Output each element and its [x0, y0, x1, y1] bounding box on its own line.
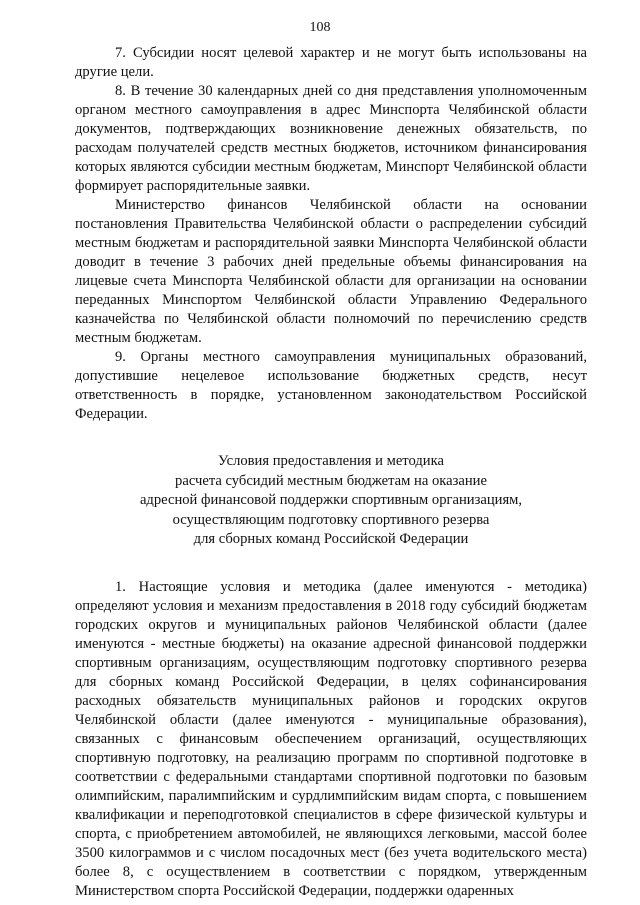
heading-line: Условия предоставления и методика: [218, 453, 444, 469]
heading-line: осуществляющим подготовку спортивного резерва: [172, 511, 490, 528]
paragraph-9: 9. Органы местного самоуправления муниципальных образований, допустившие нецелевое использование бюджетных средств, несут ответственность в порядке, установленном законодательством Российской Федерации.: [75, 349, 587, 422]
paragraph-1: 1. Настоящие условия и методика (далее именуются - методика) определяют условия и механизм предоставления в 2018 году субсидий бюджетам городских округов и муниципальных районов Челябинской области (далее именуются - местные бюджеты) на оказание адресной финансовой поддержки спортивным организациям, осуществляющим подготовку спортивного резерва для сборных команд Российской Федерации, в целях софинансирования расходных обязательств муниципальных районов и городских округов Челябинской области (далее именуются - муниципальные образования), связанных с финансовым обеспечением организаций, осуществляющих спортивную подготовку, на реализацию программ по спортивной подготовке в соответствии с федеральными стандартами спортивной подготовки по базовым олимпийским, паралимпийским и сурдлимпийским видам спорта, с повышением квалификации и переподготовкой специалистов в сфере физической культуры и спорта, с приобретением автомобилей, не являющихся легковыми, массой более 3500 килограммов и с числом посадочных мест (без учета водительского места) более 8, с осуществлением в соответствии с порядком, утвержденным Министерством спорта Российской Федерации, поддержки одаренных: [75, 578, 587, 899]
document-body: [75, 44, 587, 901]
section-heading: [75, 452, 587, 550]
page-number: 108: [309, 20, 331, 35]
heading-line: адресной финансовой поддержки спортивным организациям,: [139, 492, 523, 508]
heading-line: расчета субсидий местным бюджетам на оказание: [175, 472, 487, 489]
paragraph-7: 7. Субсидии носят целевой характер и не могут быть использованы на другие цели.: [75, 45, 587, 80]
paragraph-8: 8. В течение 30 календарных дней со дня представления уполномоченным органом местного самоуправления в адрес Минспорта Челябинской области документов, подтверждающих возникновение денежных обязательств, по расходам получателей средств местных бюджетов, источником финансирования которых являются субсидии местным бюджетам, Минспорт Челябинской области формирует распорядительные заявки.: [75, 83, 587, 194]
paragraph-minfin: Министерство финансов Челябинской области на основании постановления Правительства Челябинской области о распределении субсидий местным бюджетам и распорядительной заявки Минспорта Челябинской области доводит в течение 3 рабочих дней предельные объемы финансирования на лицевые счета Минспорта Челябинской области для организации на основании переданных Минспортом Челябинской области Управлению Федерального казначейства по Челябинской области полномочий по перечислению средств местным бюджетам.: [75, 197, 587, 346]
heading-line: для сборных команд Российской Федерации: [193, 531, 469, 547]
